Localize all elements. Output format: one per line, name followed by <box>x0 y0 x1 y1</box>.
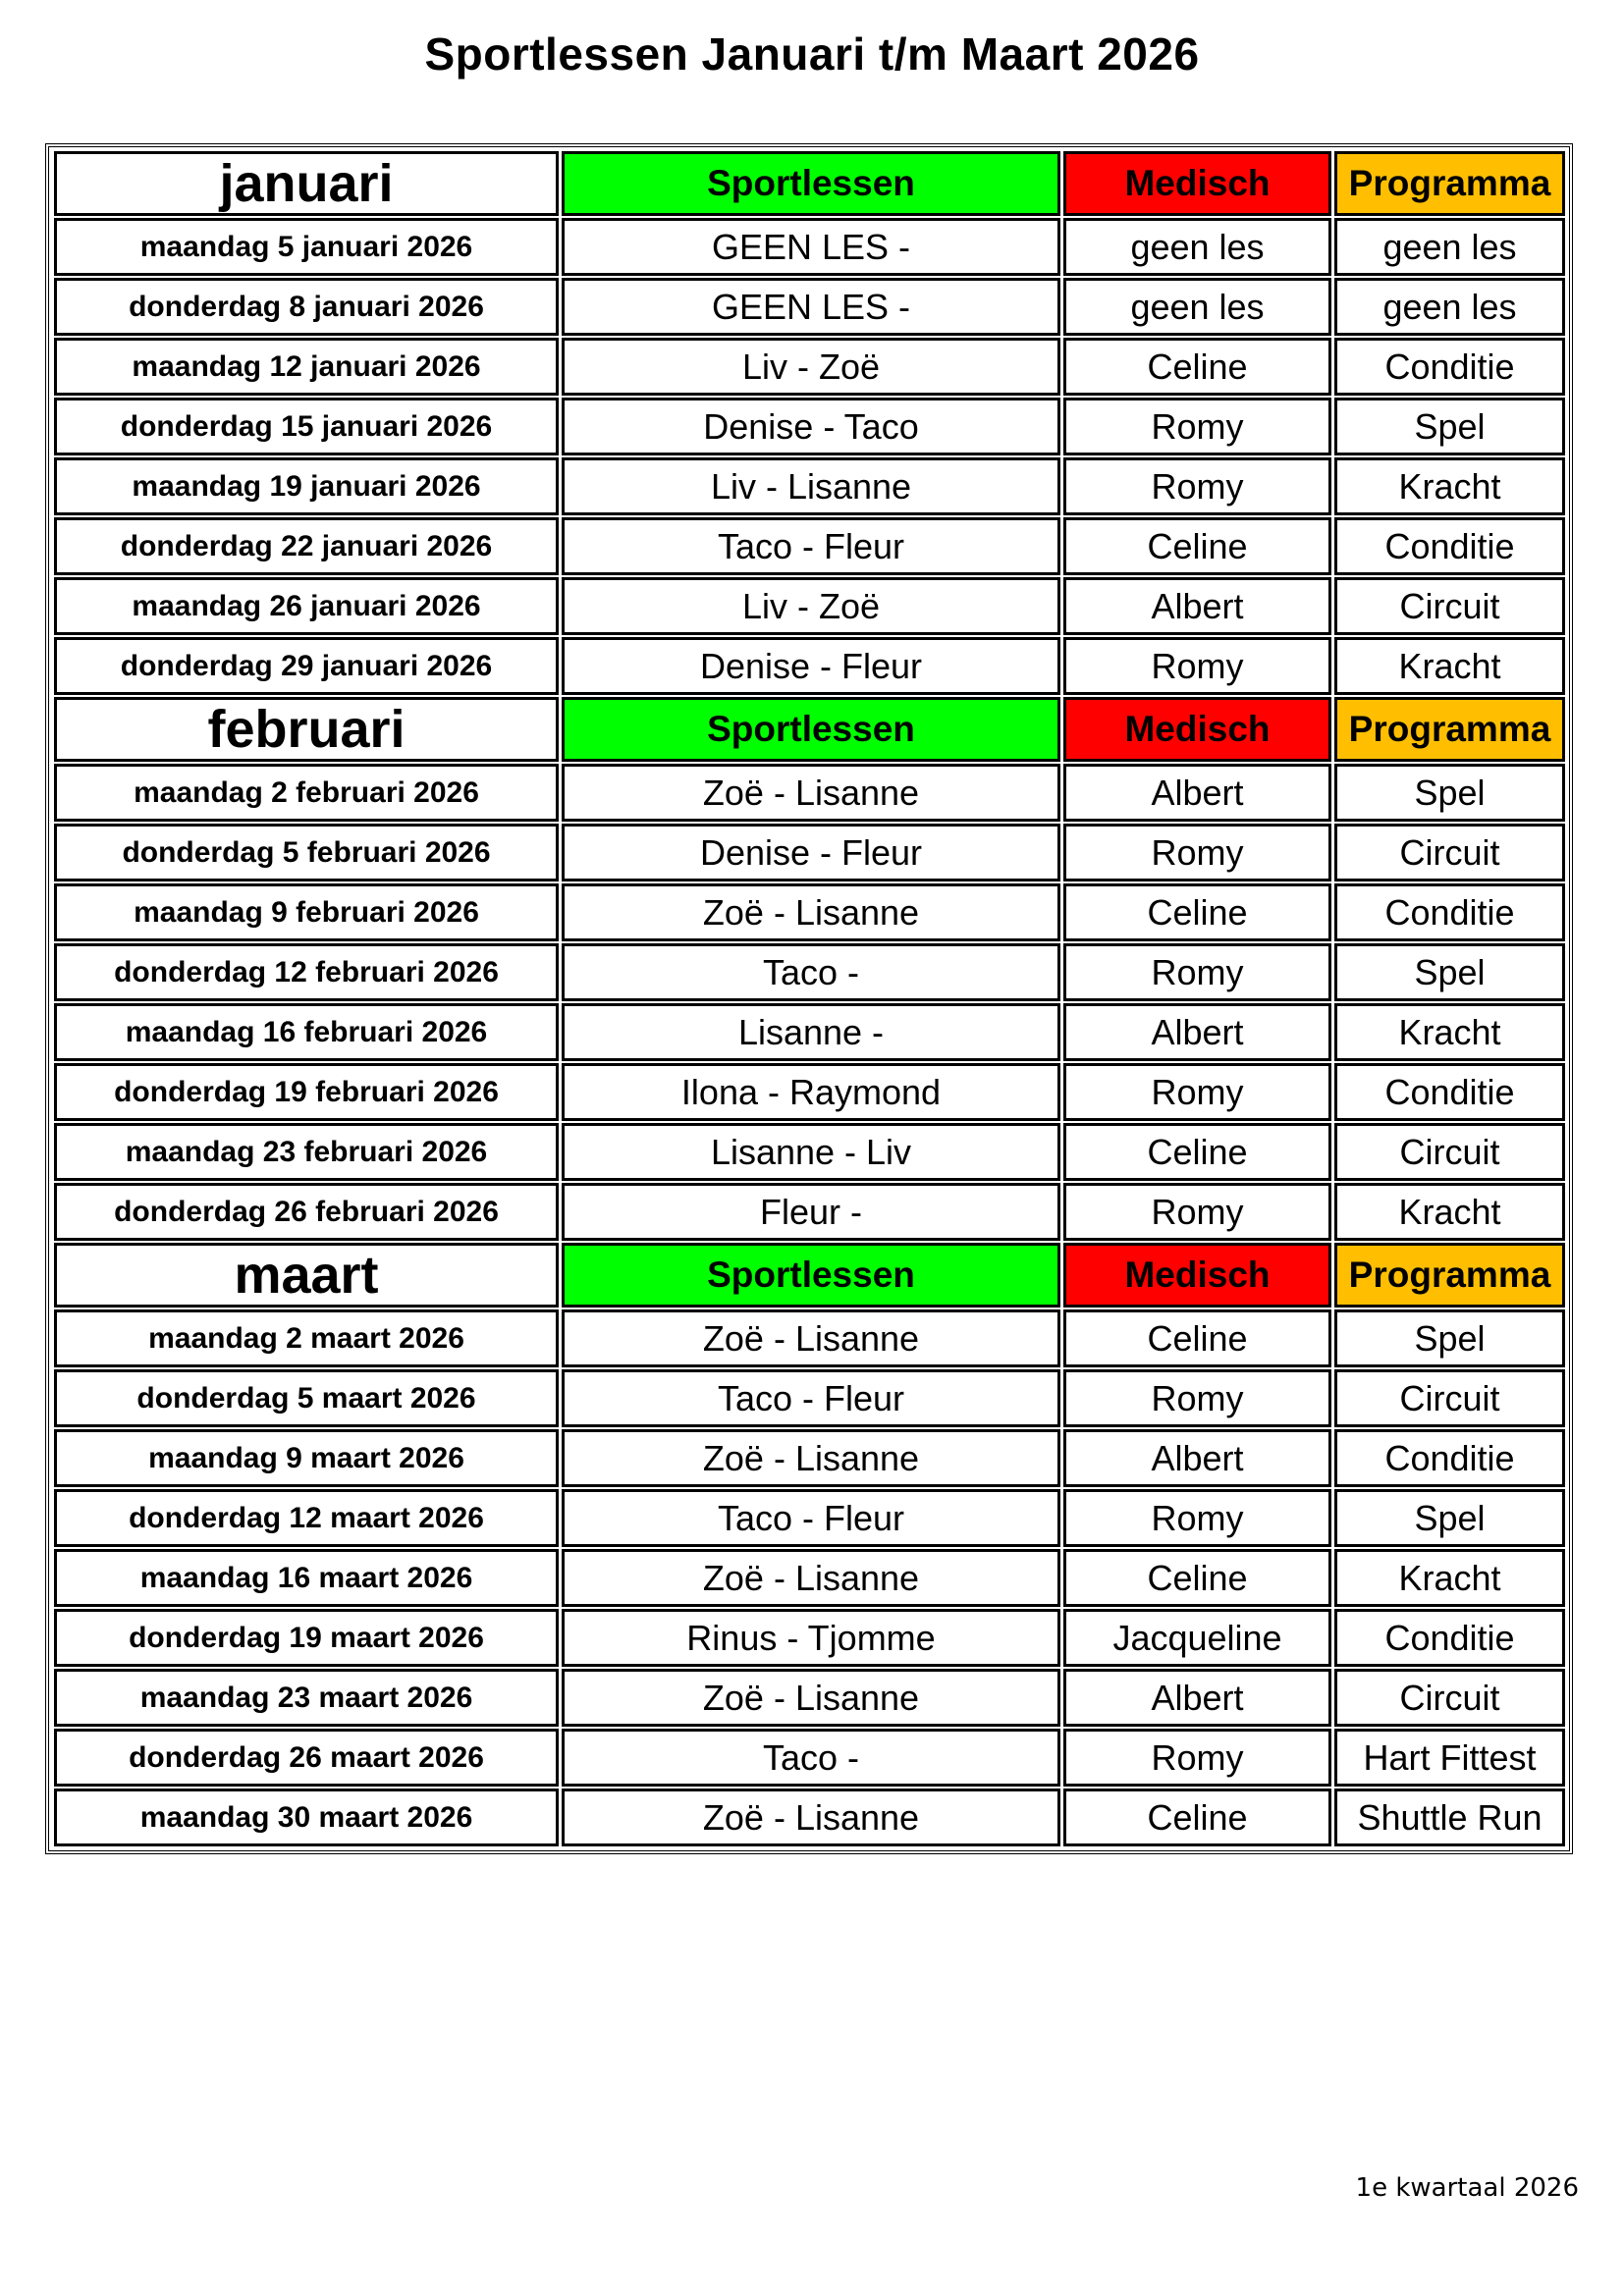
table-row <box>54 824 1565 881</box>
table-row <box>54 1429 1565 1487</box>
sport-instructors: Zoë - Lisanne <box>562 883 1060 941</box>
lesson-date: maandag 16 februari 2026 <box>54 1003 559 1061</box>
lesson-date: donderdag 19 maart 2026 <box>54 1609 559 1667</box>
table-row <box>54 764 1565 822</box>
table-row <box>54 1369 1565 1427</box>
program-type: Spel <box>1334 398 1565 455</box>
program-type: Hart Fittest <box>1334 1729 1565 1787</box>
program-column-header: Programma <box>1334 697 1565 762</box>
month-header-row <box>54 1243 1565 1308</box>
month-header-row <box>54 697 1565 762</box>
table-row <box>54 883 1565 941</box>
program-type: Circuit <box>1334 1369 1565 1427</box>
medical-staff: geen les <box>1063 278 1331 336</box>
lesson-date: donderdag 15 januari 2026 <box>54 398 559 455</box>
medical-staff: Romy <box>1063 943 1331 1001</box>
program-type: Conditie <box>1334 517 1565 575</box>
lesson-date: maandag 2 maart 2026 <box>54 1309 559 1367</box>
lesson-date: maandag 19 januari 2026 <box>54 457 559 515</box>
table-row <box>54 338 1565 396</box>
program-type: Conditie <box>1334 883 1565 941</box>
table-row <box>54 943 1565 1001</box>
sport-instructors: Zoë - Lisanne <box>562 1669 1060 1727</box>
sport-instructors: Denise - Fleur <box>562 637 1060 695</box>
program-type: Spel <box>1334 1489 1565 1547</box>
medical-staff: Celine <box>1063 338 1331 396</box>
program-column-header: Programma <box>1334 151 1565 216</box>
sport-instructors: Zoë - Lisanne <box>562 1789 1060 1846</box>
sport-instructors: Zoë - Lisanne <box>562 1309 1060 1367</box>
medical-staff: Romy <box>1063 1063 1331 1121</box>
lesson-date: donderdag 26 maart 2026 <box>54 1729 559 1787</box>
medical-staff: Albert <box>1063 764 1331 822</box>
table-row <box>54 1609 1565 1667</box>
medical-staff: Celine <box>1063 883 1331 941</box>
table-row <box>54 517 1565 575</box>
sport-instructors: GEEN LES - <box>562 218 1060 276</box>
lesson-date: donderdag 5 februari 2026 <box>54 824 559 881</box>
table-row <box>54 278 1565 336</box>
lesson-date: donderdag 19 februari 2026 <box>54 1063 559 1121</box>
sport-column-header: Sportlessen <box>562 151 1060 216</box>
table-row <box>54 218 1565 276</box>
program-type: Kracht <box>1334 637 1565 695</box>
table-row <box>54 1489 1565 1547</box>
sport-column-header: Sportlessen <box>562 1243 1060 1308</box>
program-type: Conditie <box>1334 1429 1565 1487</box>
lesson-date: donderdag 22 januari 2026 <box>54 517 559 575</box>
table-row <box>54 1123 1565 1181</box>
month-name: januari <box>54 151 559 216</box>
lesson-date: maandag 23 maart 2026 <box>54 1669 559 1727</box>
medical-staff: Celine <box>1063 1789 1331 1846</box>
program-type: Kracht <box>1334 1549 1565 1607</box>
medical-staff: Celine <box>1063 1123 1331 1181</box>
sport-instructors: GEEN LES - <box>562 278 1060 336</box>
sport-instructors: Fleur - <box>562 1183 1060 1241</box>
sport-instructors: Liv - Lisanne <box>562 457 1060 515</box>
program-type: Circuit <box>1334 1123 1565 1181</box>
table-row <box>54 1729 1565 1787</box>
medical-staff: Romy <box>1063 637 1331 695</box>
lesson-date: donderdag 26 februari 2026 <box>54 1183 559 1241</box>
medical-column-header: Medisch <box>1063 151 1331 216</box>
sport-instructors: Denise - Fleur <box>562 824 1060 881</box>
medical-column-header: Medisch <box>1063 1243 1331 1308</box>
program-type: Spel <box>1334 943 1565 1001</box>
sport-instructors: Lisanne - <box>562 1003 1060 1061</box>
table-row <box>54 637 1565 695</box>
lesson-date: maandag 5 januari 2026 <box>54 218 559 276</box>
table-row <box>54 1003 1565 1061</box>
sport-instructors: Taco - <box>562 943 1060 1001</box>
program-type: Conditie <box>1334 1609 1565 1667</box>
program-type: Conditie <box>1334 1063 1565 1121</box>
lesson-date: maandag 9 februari 2026 <box>54 883 559 941</box>
medical-staff: Romy <box>1063 1729 1331 1787</box>
medical-staff: Romy <box>1063 1183 1331 1241</box>
medical-staff: Celine <box>1063 1309 1331 1367</box>
sport-instructors: Taco - Fleur <box>562 517 1060 575</box>
sport-instructors: Denise - Taco <box>562 398 1060 455</box>
lesson-date: maandag 16 maart 2026 <box>54 1549 559 1607</box>
medical-staff: geen les <box>1063 218 1331 276</box>
schedule-table-frame <box>45 143 1573 1854</box>
lesson-date: maandag 9 maart 2026 <box>54 1429 559 1487</box>
lesson-date: donderdag 29 januari 2026 <box>54 637 559 695</box>
medical-staff: Romy <box>1063 457 1331 515</box>
sport-instructors: Taco - Fleur <box>562 1489 1060 1547</box>
medical-staff: Albert <box>1063 1003 1331 1061</box>
table-row <box>54 1309 1565 1367</box>
sport-instructors: Taco - <box>562 1729 1060 1787</box>
program-type: Kracht <box>1334 457 1565 515</box>
table-row <box>54 1549 1565 1607</box>
schedule-table <box>51 149 1568 1848</box>
medical-staff: Romy <box>1063 1369 1331 1427</box>
lesson-date: maandag 26 januari 2026 <box>54 577 559 635</box>
sport-instructors: Taco - Fleur <box>562 1369 1060 1427</box>
lesson-date: donderdag 12 maart 2026 <box>54 1489 559 1547</box>
month-name: februari <box>54 697 559 762</box>
sport-column-header: Sportlessen <box>562 697 1060 762</box>
program-type: geen les <box>1334 278 1565 336</box>
medical-staff: Romy <box>1063 1489 1331 1547</box>
page-title: Sportlessen Januari t/m Maart 2026 <box>424 28 1200 80</box>
medical-column-header: Medisch <box>1063 697 1331 762</box>
sport-instructors: Liv - Zoë <box>562 577 1060 635</box>
program-type: Shuttle Run <box>1334 1789 1565 1846</box>
lesson-date: maandag 2 februari 2026 <box>54 764 559 822</box>
program-column-header: Programma <box>1334 1243 1565 1308</box>
month-name: maart <box>54 1243 559 1308</box>
program-type: Conditie <box>1334 338 1565 396</box>
medical-staff: Celine <box>1063 1549 1331 1607</box>
medical-staff: Albert <box>1063 1669 1331 1727</box>
month-header-row <box>54 151 1565 216</box>
table-row <box>54 577 1565 635</box>
medical-staff: Jacqueline <box>1063 1609 1331 1667</box>
program-type: Spel <box>1334 764 1565 822</box>
sport-instructors: Ilona - Raymond <box>562 1063 1060 1121</box>
program-type: Circuit <box>1334 1669 1565 1727</box>
sport-instructors: Lisanne - Liv <box>562 1123 1060 1181</box>
program-type: Kracht <box>1334 1003 1565 1061</box>
medical-staff: Celine <box>1063 517 1331 575</box>
program-type: Spel <box>1334 1309 1565 1367</box>
sport-instructors: Liv - Zoë <box>562 338 1060 396</box>
lesson-date: maandag 12 januari 2026 <box>54 338 559 396</box>
lesson-date: donderdag 8 januari 2026 <box>54 278 559 336</box>
program-type: geen les <box>1334 218 1565 276</box>
sport-instructors: Zoë - Lisanne <box>562 764 1060 822</box>
program-type: Circuit <box>1334 824 1565 881</box>
program-type: Circuit <box>1334 577 1565 635</box>
sport-instructors: Rinus - Tjomme <box>562 1609 1060 1667</box>
medical-staff: Romy <box>1063 398 1331 455</box>
sport-instructors: Zoë - Lisanne <box>562 1429 1060 1487</box>
sport-instructors: Zoë - Lisanne <box>562 1549 1060 1607</box>
table-row <box>54 457 1565 515</box>
table-row <box>54 1789 1565 1846</box>
medical-staff: Romy <box>1063 824 1331 881</box>
lesson-date: maandag 23 februari 2026 <box>54 1123 559 1181</box>
lesson-date: donderdag 12 februari 2026 <box>54 943 559 1001</box>
medical-staff: Albert <box>1063 1429 1331 1487</box>
lesson-date: donderdag 5 maart 2026 <box>54 1369 559 1427</box>
program-type: Kracht <box>1334 1183 1565 1241</box>
footer-quarter-label: 1e kwartaal 2026 <box>1355 2173 1579 2203</box>
medical-staff: Albert <box>1063 577 1331 635</box>
table-row <box>54 1669 1565 1727</box>
schedule-body <box>54 151 1565 1846</box>
lesson-date: maandag 30 maart 2026 <box>54 1789 559 1846</box>
table-row <box>54 1063 1565 1121</box>
table-row <box>54 1183 1565 1241</box>
table-row <box>54 398 1565 455</box>
